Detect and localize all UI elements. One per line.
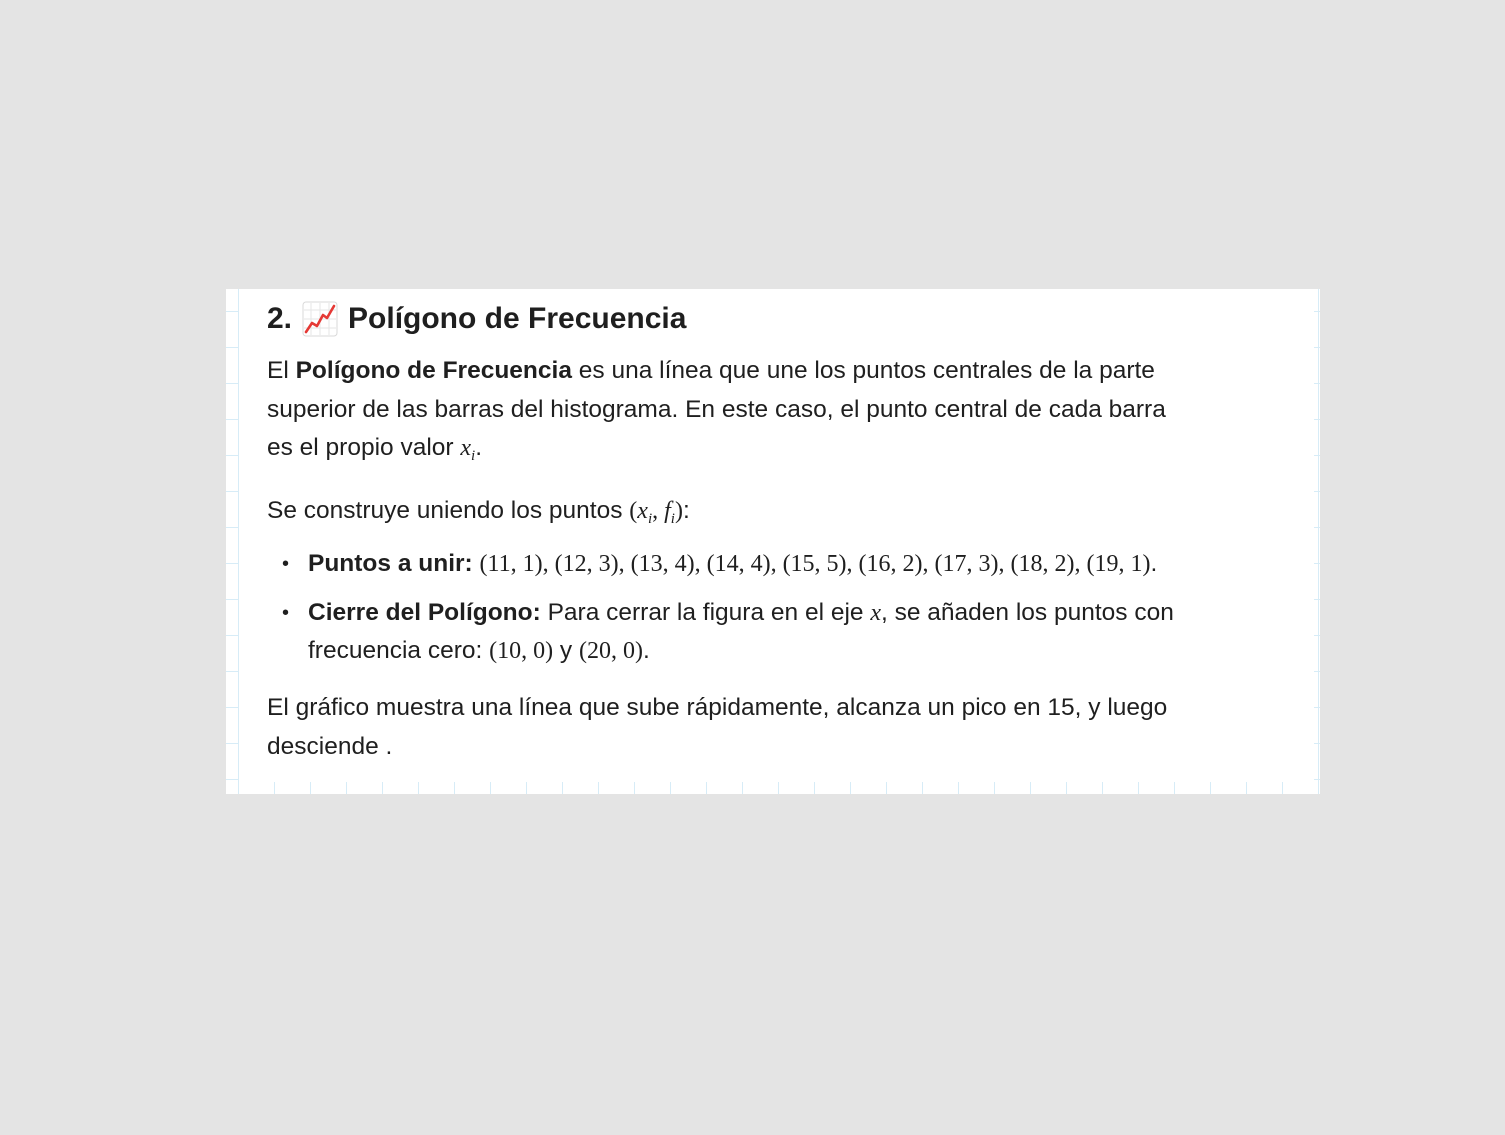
intro-text-3: es el propio valor — [267, 434, 461, 461]
closure-math-2: (20, 0) — [578, 638, 643, 664]
section-number: 2. — [267, 302, 293, 335]
closure-end: . — [642, 637, 650, 664]
construct-end: : — [682, 497, 690, 524]
bullet-list — [267, 545, 1297, 681]
content-area — [239, 289, 1314, 782]
list-item-closure — [267, 594, 1297, 671]
math-subscript-i: i — [471, 448, 476, 464]
conclusion-line-1: El gráfico muestra una línea que sube rápidamente, alcanza un pico en 15, y luego — [267, 694, 1168, 721]
closure-text-3: frecuencia cero: — [308, 637, 490, 664]
construct-paragraph — [267, 492, 690, 531]
math-x: x — [460, 435, 472, 461]
intro-text-2: superior de las barras del histograma. En este caso, el punto central de cada barra — [267, 395, 1166, 423]
bullet-dot-icon: • — [282, 601, 290, 624]
intro-bold-term: Polígono de Frecuencia — [295, 357, 572, 384]
closure-text-2: , se añaden los puntos con — [881, 598, 1174, 626]
conclusion-paragraph — [267, 689, 1167, 766]
points-math: (11, 1), (12, 3), (13, 4), (14, 4), (15, 5), (16, 2), (17, 3), (18, 2), (19, 1) — [479, 551, 1151, 577]
points-end: . — [1150, 550, 1158, 577]
bullet-dot-icon: • — [282, 553, 290, 575]
chart-increasing-icon — [302, 301, 338, 337]
closure-label: Cierre del Polígono: — [308, 598, 541, 626]
points-label: Puntos a unir: — [308, 550, 473, 577]
section-heading — [267, 301, 686, 337]
construct-math-point: ($x_i$, $f_i$) — [629, 498, 683, 527]
document-card — [226, 289, 1320, 794]
closure-math-1: (10, 0) — [489, 638, 554, 664]
intro-prefix: El — [267, 357, 296, 384]
intro-text-1: es una línea que une los puntos centrales de la parte — [571, 357, 1155, 384]
conclusion-line-2: desciende . — [267, 732, 393, 760]
section-title: Polígono de Frecuencia — [348, 302, 687, 335]
intro-math-xi — [460, 435, 476, 464]
closure-text-1: Para cerrar la figura en el eje — [540, 598, 871, 626]
construct-text: Se construye uniendo los puntos — [267, 497, 630, 524]
closure-text-4: y — [553, 637, 579, 664]
closure-math-x: x — [870, 599, 881, 626]
intro-paragraph — [267, 352, 1166, 468]
intro-end: . — [475, 434, 483, 461]
list-item-points — [267, 545, 1297, 584]
